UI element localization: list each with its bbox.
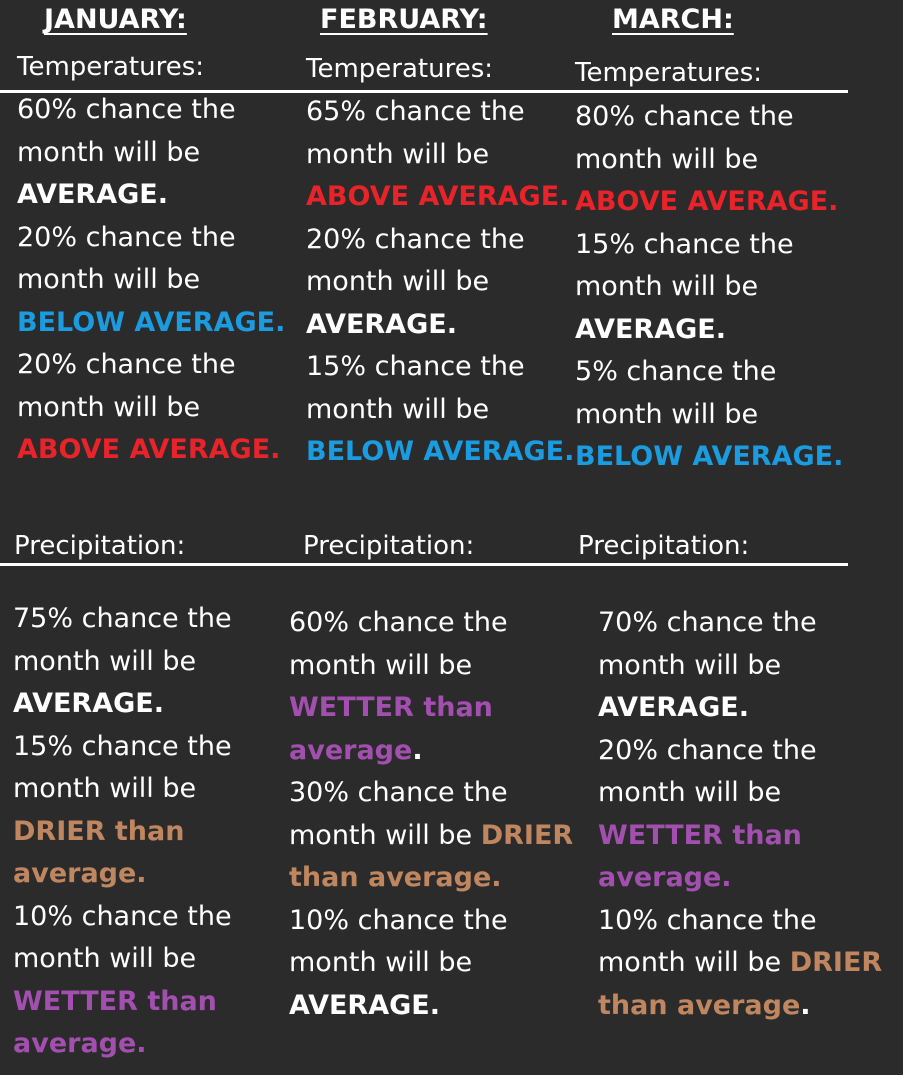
month-header-january: JANUARY: [44, 4, 187, 35]
january-temp-pct-2: 20 [17, 221, 52, 253]
february-temp-pct-3: 15 [306, 351, 341, 382]
march-temp-pct-2: 15 [575, 228, 610, 260]
precipitation-label-march: Precipitation: [578, 531, 750, 561]
temperatures-label-january: Temperatures: [17, 52, 205, 82]
february-precip-pct-3: 10 [289, 904, 324, 936]
january-precip-outcome-wetter: WETTER than [13, 985, 217, 1017]
february-precip-outcome-average: AVERAGE. [289, 989, 440, 1021]
march-precip-pct-2: 20 [598, 734, 633, 766]
january-temp-pct-1: 60 [17, 94, 52, 125]
temperatures-label-february: Temperatures: [306, 54, 494, 84]
temperature-forecast-january: 60% chance the month will be AVERAGE. 20% chance the month will be BELOW AVERAGE. 20% chance the month will be ABOVE AVERAGE. [17, 89, 285, 472]
march-precip-outcome-average: AVERAGE. [598, 692, 749, 723]
february-temp-outcome-above: ABOVE AVERAGE. [306, 181, 570, 212]
february-temp-pct-1: 65 [306, 96, 341, 127]
february-precip-outcome-drier: DRIER [480, 819, 574, 851]
march-temp-outcome-average: AVERAGE. [575, 313, 726, 345]
january-precip-pct-3: 10 [13, 900, 48, 932]
precipitation-forecast-january: 75% chance the month will be AVERAGE. 15% chance the month will be DRIER than average. 10% chance the month will be WETTER than average. [13, 603, 232, 1059]
january-temp-outcome-below: BELOW AVERAGE. [17, 306, 286, 338]
january-precip-outcome-average: AVERAGE. [13, 688, 164, 719]
march-precip-outcome-drier: DRIER [789, 947, 883, 978]
march-precip-pct-3: 10 [598, 904, 633, 936]
march-precip-pct-1: 70 [598, 607, 633, 638]
temperatures-label-march: Temperatures: [575, 58, 763, 88]
february-precip-pct-1: 60 [289, 607, 324, 638]
february-temp-outcome-average: AVERAGE. [306, 308, 457, 340]
january-precip-pct-1: 75 [13, 603, 48, 634]
march-temp-outcome-above: ABOVE AVERAGE. [575, 186, 839, 217]
month-header-march: MARCH: [612, 4, 734, 35]
january-precip-outcome-drier: DRIER than [13, 815, 185, 847]
precipitation-forecast-february: 60% chance the month will be WETTER than average. 30% chance the month will be DRIER than average. 10% chance the month will be AVERAGE. [289, 602, 573, 1027]
february-temp-pct-2: 20 [306, 223, 341, 255]
february-precip-pct-2: 30 [289, 777, 324, 808]
january-temp-outcome-above: ABOVE AVERAGE. [17, 434, 281, 465]
temperature-forecast-february: 65% chance the month will be ABOVE AVERAGE. 20% chance the month will be AVERAGE. 15% chance the month will be BELOW AVERAGE. [306, 91, 574, 474]
january-temp-pct-3: 20 [17, 349, 52, 380]
march-precip-outcome-wetter: WETTER than [598, 819, 802, 851]
march-temp-outcome-below: BELOW AVERAGE. [575, 441, 844, 472]
month-header-february: FEBRUARY: [320, 4, 488, 35]
january-precip-pct-2: 15 [13, 730, 48, 762]
march-temp-pct-3: 5 [575, 356, 593, 387]
january-temp-outcome-average: AVERAGE. [17, 179, 168, 210]
precipitation-label-january: Precipitation: [14, 531, 186, 561]
february-temp-outcome-below: BELOW AVERAGE. [306, 436, 575, 467]
precipitation-forecast-march: 70% chance the month will be AVERAGE. 20% chance the month will be WETTER than average. 10% chance the month will be DRIER than average. [598, 607, 883, 1021]
precipitation-label-february: Precipitation: [303, 531, 475, 561]
february-precip-outcome-wetter: WETTER than [289, 692, 493, 723]
temperature-forecast-march: 80% chance the month will be ABOVE AVERAGE. 15% chance the month will be AVERAGE. 5% chance the month will be BELOW AVERAGE. [575, 96, 843, 479]
march-temp-pct-1: 80 [575, 101, 610, 132]
precipitation-divider [0, 563, 848, 566]
